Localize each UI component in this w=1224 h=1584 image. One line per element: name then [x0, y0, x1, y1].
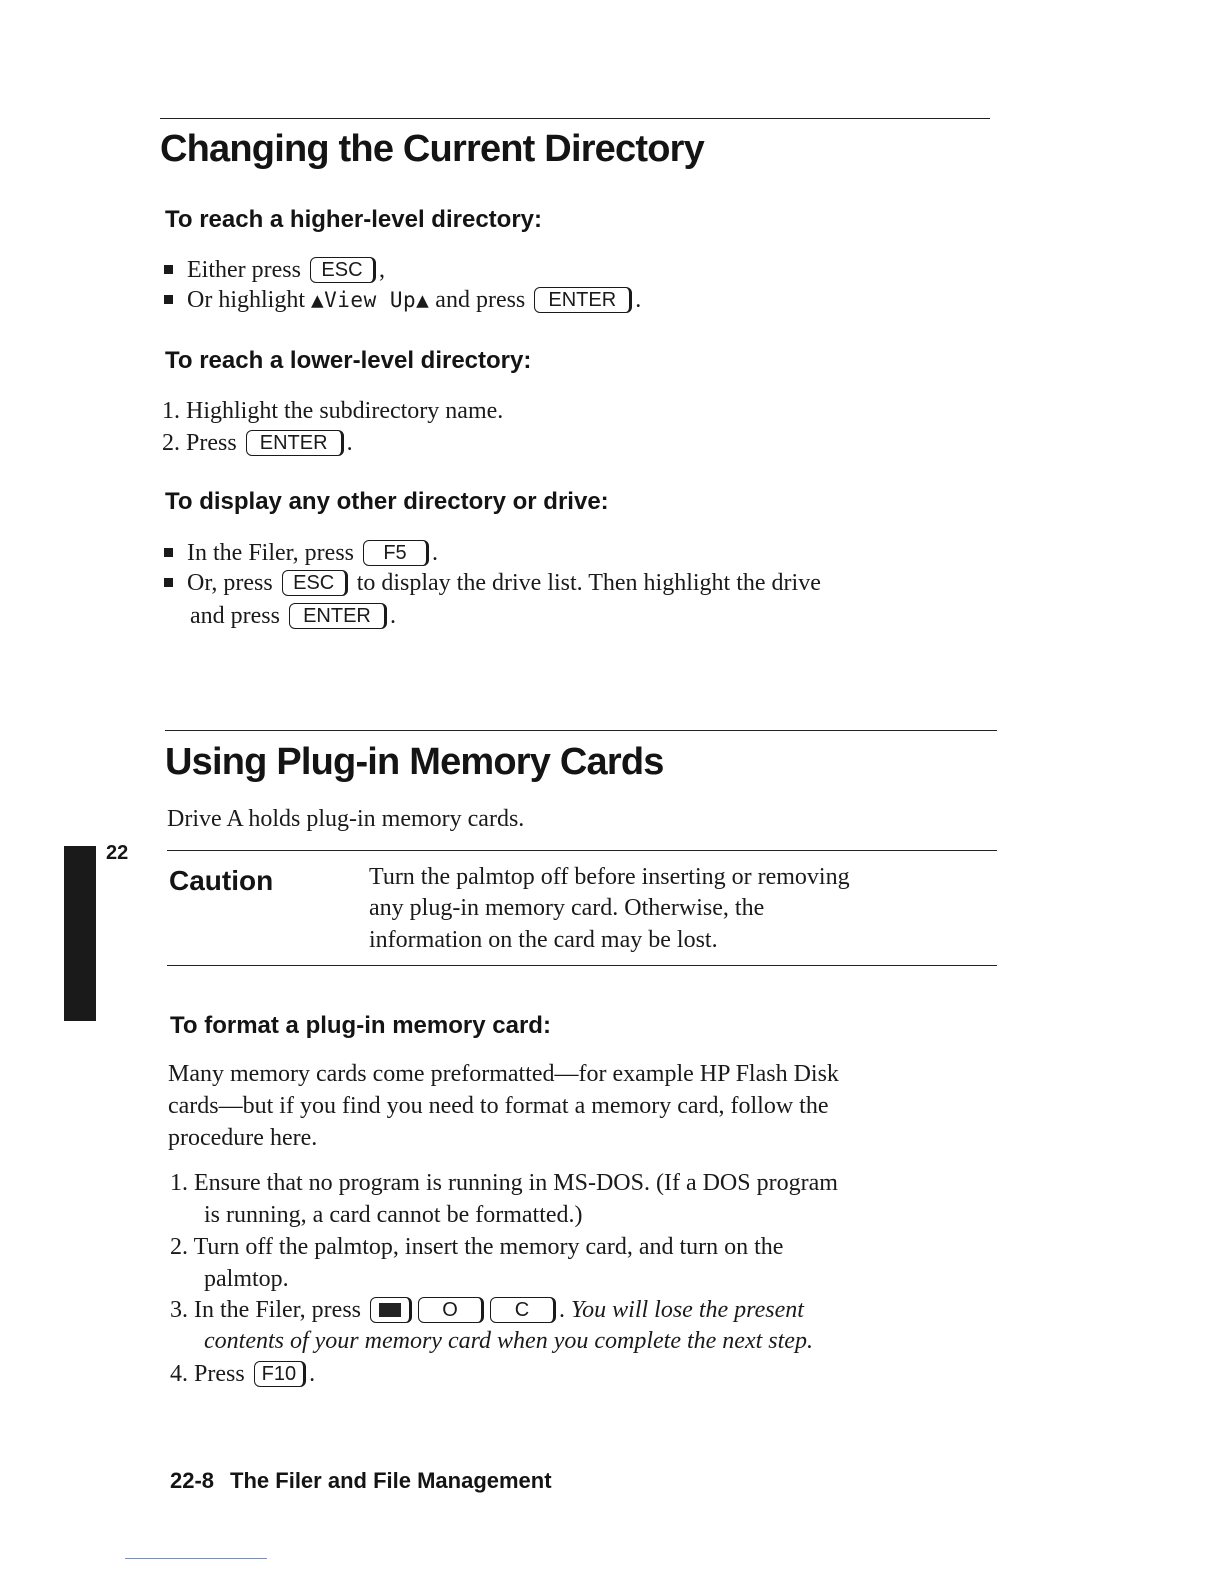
scan-edge-line: [125, 1558, 267, 1559]
heading-other-directory: To display any other directory or drive:: [165, 488, 609, 515]
format-step2-line2: palmtop.: [204, 1266, 289, 1292]
bullet-item-drive-list: Or, press ESC to display the drive list. Then highlight the drive: [164, 568, 821, 599]
enter-key: ENTER: [246, 430, 344, 456]
caution-label: Caution: [169, 865, 274, 896]
enter-key: ENTER: [534, 287, 632, 313]
heading-format-card: To format a plug-in memory card:: [170, 1012, 551, 1039]
bullet-item-drive-list-cont: and press ENTER .: [190, 603, 396, 629]
esc-key: ESC: [310, 257, 376, 283]
format-para-line2: cards—but if you find you need to format a memory card, follow the: [168, 1093, 829, 1119]
heading-higher-level: To reach a higher-level directory:: [165, 206, 543, 233]
f10-key: F10: [254, 1361, 306, 1387]
section-rule-memory-cards: [165, 730, 997, 731]
menu-key-icon: [379, 1303, 401, 1317]
step-press-enter: 2. Press ENTER .: [162, 430, 353, 456]
format-step2-line1: 2. Turn off the palmtop, insert the memory card, and turn on the: [170, 1234, 784, 1260]
bullet-icon: [164, 548, 173, 557]
page-footer: [170, 1468, 552, 1494]
bullet-item-either-press: Either press ESC ,: [164, 255, 385, 286]
format-step1-line2: is running, a card cannot be formatted.): [204, 1202, 583, 1228]
format-step3-line1: 3. In the Filer, press O C . You will lose the present: [170, 1297, 804, 1323]
format-step1-line1: 1. Ensure that no program is running in MS-DOS. (If a DOS program: [170, 1170, 838, 1196]
esc-key: ESC: [282, 570, 348, 596]
screen-label-view-up: ▲View Up▲: [311, 288, 430, 312]
step-highlight-subdirectory: 1. Highlight the subdirectory name.: [162, 398, 504, 424]
section-title-memory-cards: Using Plug-in Memory Cards: [165, 741, 664, 783]
menu-key: [370, 1297, 412, 1323]
format-warning-part1: You will lose the present: [571, 1297, 804, 1323]
bullet-item-view-up: Or highlight ▲View Up▲ and press ENTER .: [164, 285, 641, 316]
page-number: 22-8: [170, 1468, 215, 1493]
chapter-title: The Filer and File Management: [230, 1468, 552, 1493]
section-rule-top: [160, 118, 990, 119]
format-warning-part2: contents of your memory card when you complete the next step.: [204, 1328, 813, 1354]
f5-key: F5: [363, 540, 429, 566]
bullet-icon: [164, 265, 173, 274]
caution-text-line1: Turn the palmtop off before inserting or removing: [369, 864, 850, 890]
heading-lower-level: To reach a lower-level directory:: [165, 347, 532, 374]
chapter-tab-bar: [64, 846, 96, 1021]
format-para-line1: Many memory cards come preformatted—for example HP Flash Disk: [168, 1061, 839, 1087]
bullet-icon: [164, 578, 173, 587]
bullet-item-press-f5: In the Filer, press F5 .: [164, 538, 438, 569]
caution-rule-top: [167, 850, 997, 851]
format-para-line3: procedure here.: [168, 1125, 318, 1151]
c-key: C: [490, 1297, 556, 1323]
bullet-icon: [164, 295, 173, 304]
intro-drive-a: Drive A holds plug-in memory cards.: [167, 806, 525, 832]
enter-key: ENTER: [289, 603, 387, 629]
caution-rule-bottom: [167, 965, 997, 966]
o-key: O: [418, 1297, 484, 1323]
caution-text-line3: information on the card may be lost.: [369, 927, 718, 953]
format-step4: 4. Press F10 .: [170, 1361, 316, 1387]
caution-text-line2: any plug-in memory card. Otherwise, the: [369, 895, 765, 921]
section-title-changing-directory: Changing the Current Directory: [160, 128, 704, 170]
chapter-number: 22: [106, 842, 129, 864]
